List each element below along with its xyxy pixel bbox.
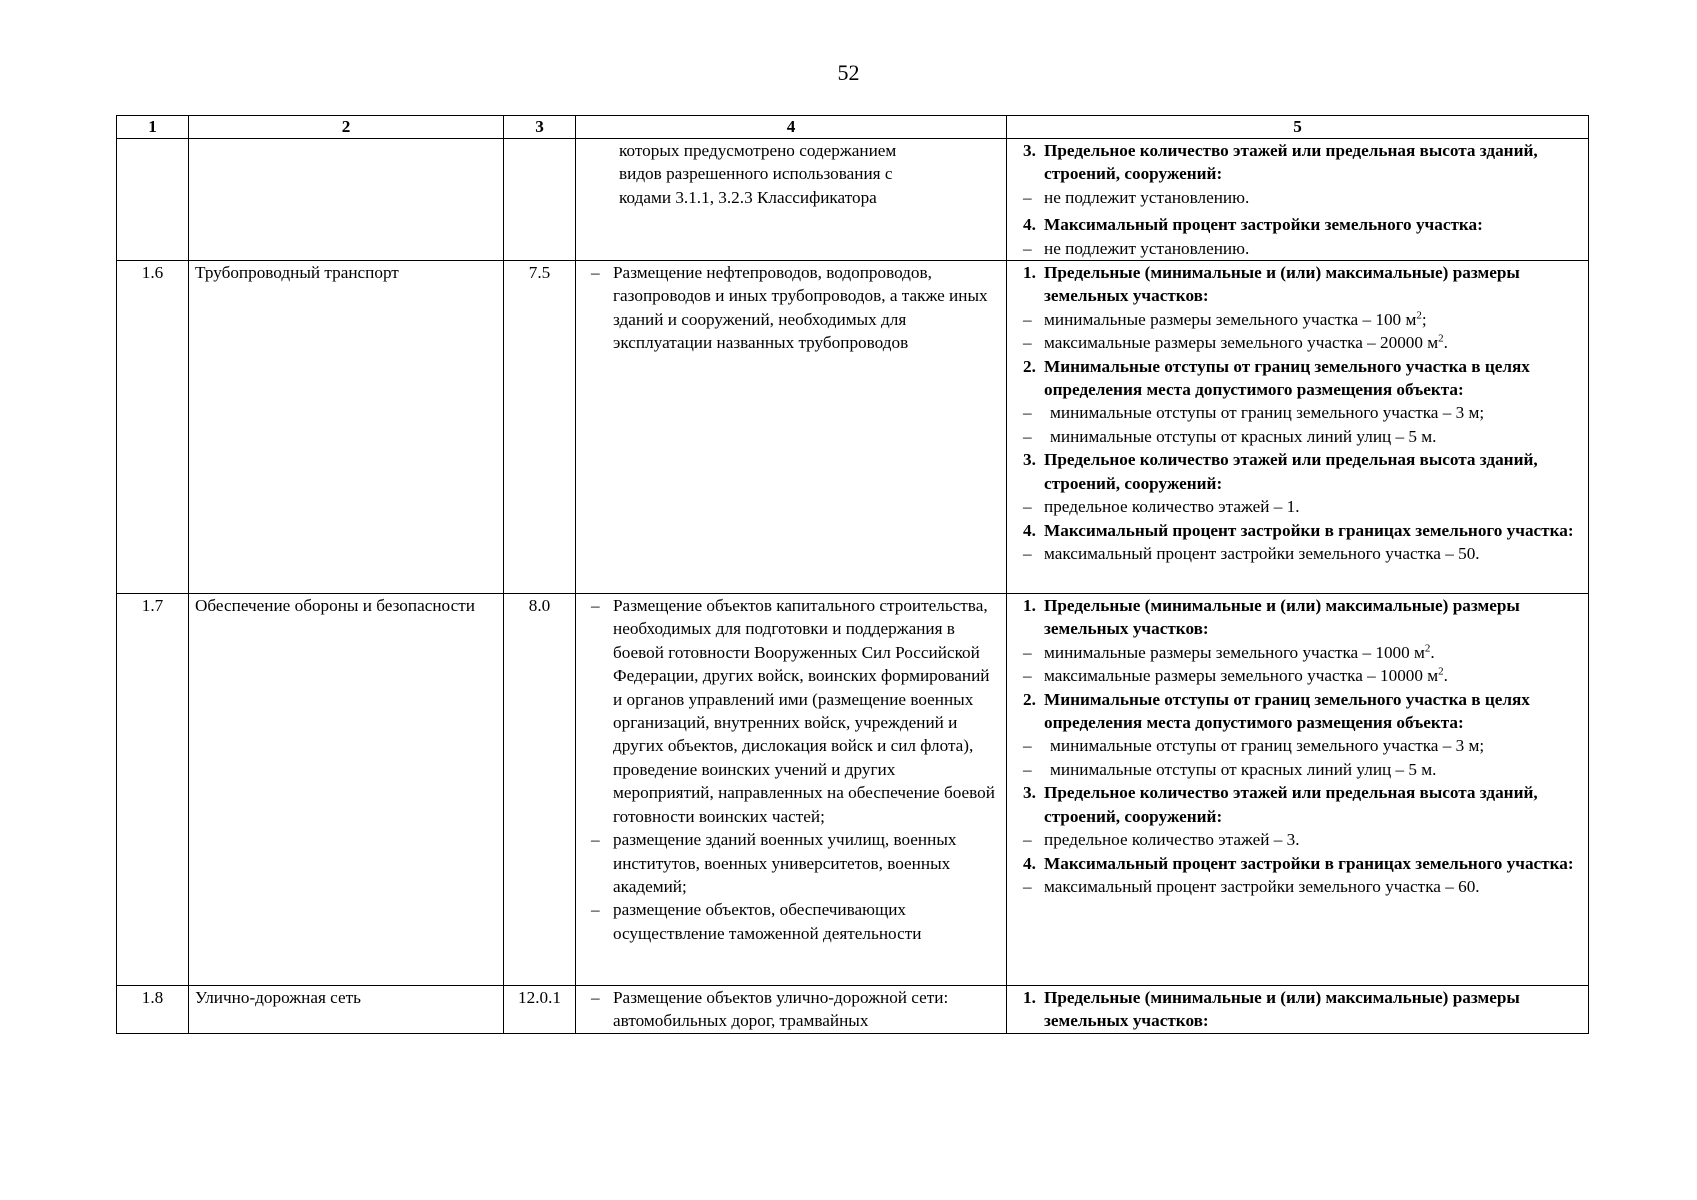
parameter-title: Максимальный процент застройки земельного участка:: [1044, 215, 1483, 235]
classifier-code-cell: 12.0.1: [504, 986, 576, 1034]
parameter-value-line: [1013, 542, 1582, 565]
parameter-number: 4.: [1023, 520, 1036, 540]
parameter-value-line: [1013, 828, 1582, 851]
description-item: [582, 261, 1000, 355]
dash-bullet: –: [1023, 187, 1032, 207]
parameter-title: Предельное количество этажей или предельная высота зданий, строений, сооружений:: [1044, 141, 1538, 184]
use-description-cell: [576, 261, 1007, 594]
parameter-value: не подлежит установлению.: [1044, 187, 1250, 207]
parameter-title: Предельное количество этажей или предельная высота зданий, строений, сооружений:: [1044, 450, 1538, 493]
dash-bullet: –: [1023, 830, 1032, 850]
parameter-heading: [1013, 213, 1582, 236]
parameter-value-line: [1013, 186, 1582, 209]
parameter-number: 1.: [1023, 263, 1036, 283]
description-line: которых предусмотрено содержанием: [619, 141, 897, 160]
parameter-value: максимальный процент застройки земельного участка – 60.: [1044, 876, 1480, 896]
description-item: [582, 898, 1000, 945]
parameter-heading: [1013, 594, 1582, 641]
use-description-cell: [576, 139, 1007, 261]
use-type-name-cell: [189, 139, 504, 261]
parameter-title: Предельное количество этажей или предельная высота зданий, строений, сооружений:: [1044, 783, 1538, 826]
parameter-title: Минимальные отступы от границ земельного участка в целях определения места допустимого размещения объекта:: [1044, 689, 1530, 733]
superscript: 2: [1438, 332, 1444, 345]
parameter-heading: [1013, 355, 1582, 402]
parameters-cell: [1007, 261, 1589, 594]
parameters-cell: [1007, 594, 1589, 986]
column-header: 3: [504, 116, 576, 139]
dash-bullet: –: [591, 830, 600, 850]
superscript: 2: [1416, 309, 1422, 322]
parameter-value: минимальные размеры земельного участка – 1000 $м^2$.: [1044, 642, 1435, 662]
description-item: [582, 986, 1000, 1033]
classifier-code-cell: 7.5: [504, 261, 576, 594]
parameter-heading: [1013, 852, 1582, 875]
parameter-value-line: [1013, 401, 1582, 424]
parameter-value-line: [1013, 664, 1582, 687]
column-header: 2: [189, 116, 504, 139]
table-row: [117, 261, 1589, 594]
parameter-value: предельное количество этажей – 1.: [1044, 497, 1300, 517]
land-use-regulations-table: [116, 115, 1589, 1034]
parameter-number: 4.: [1023, 853, 1036, 873]
column-header: 5: [1007, 116, 1589, 139]
page-number: 52: [837, 60, 860, 85]
dash-bullet: –: [591, 263, 600, 283]
column-header: 4: [576, 116, 1007, 139]
parameter-number: 3.: [1023, 141, 1036, 160]
parameter-value: минимальные отступы от красных линий улиц – 5 м.: [1050, 759, 1437, 779]
parameter-value-line: [1013, 237, 1582, 260]
parameter-value-line: [1013, 641, 1582, 664]
parameter-value: максимальные размеры земельного участка – 20000 $м^2$.: [1044, 332, 1448, 353]
parameter-value-line: [1013, 308, 1582, 331]
dash-bullet: –: [1023, 736, 1032, 756]
parameter-value-line: [1013, 425, 1582, 448]
superscript: 2: [1424, 642, 1431, 655]
parameter-number: 2.: [1023, 356, 1036, 376]
parameter-title: Предельные (минимальные и (или) максимальные) размеры земельных участков:: [1044, 263, 1520, 306]
use-description-cell: [576, 986, 1007, 1034]
parameter-value: не подлежит установлению.: [1044, 238, 1250, 258]
dash-bullet: –: [1023, 666, 1032, 686]
parameter-heading: [1013, 139, 1582, 186]
parameters-cell: [1007, 139, 1589, 261]
parameter-heading: [1013, 781, 1582, 828]
table-row: [117, 594, 1589, 986]
parameter-number: 2.: [1023, 689, 1036, 709]
parameter-value: предельное количество этажей – 3.: [1044, 830, 1300, 850]
row-number-cell: 1.7: [117, 594, 189, 986]
dash-bullet: –: [1023, 876, 1032, 896]
parameter-value-line: [1013, 331, 1582, 354]
dash-bullet: –: [591, 900, 600, 920]
parameter-heading: [1013, 519, 1582, 542]
column-header: 1: [117, 116, 189, 139]
dash-bullet: –: [1023, 759, 1032, 779]
dash-bullet: –: [1023, 333, 1032, 353]
description-item: [582, 828, 1000, 898]
parameter-number: 1.: [1023, 988, 1036, 1008]
table-header-row: [117, 116, 1589, 139]
dash-bullet: –: [591, 988, 600, 1008]
classifier-code-cell: [504, 139, 576, 261]
parameter-number: 3.: [1023, 450, 1036, 470]
description-line: видов разрешенного использования с: [619, 164, 893, 184]
parameter-number: 4.: [1023, 215, 1036, 235]
row-number-cell: [117, 139, 189, 261]
row-number-cell: 1.8: [117, 986, 189, 1034]
parameter-value-line: [1013, 495, 1582, 518]
parameter-title: Предельные (минимальные и (или) максимальные) размеры земельных участков:: [1044, 596, 1520, 639]
description-text: размещение объектов, обеспечивающих осуществление таможенной деятельности: [613, 900, 922, 943]
description-text: размещение зданий военных училищ, военных институтов, военных университетов, военных академий;: [613, 830, 957, 896]
dash-bullet: –: [1023, 497, 1032, 517]
dash-bullet: –: [1023, 426, 1032, 446]
parameters-cell: [1007, 986, 1589, 1034]
superscript: 2: [1438, 665, 1444, 678]
parameter-heading: [1013, 986, 1582, 1033]
description-line: кодами 3.1.1, 3.2.3 Классификатора: [619, 187, 877, 207]
description-text: Размещение объектов капитального строительства, необходимых для подготовки и поддержания в боевой готовности Вооруженных Сил Российской Федерации, других войск, воинских формирований и органов управлений ими (размещение военных организаций, внутренних войск, учреждений и других объектов, дислокация войск и сил флота), проведение воинских учений и других мероприятий, направленных на обеспечение боевой готовности воинских частей;: [613, 596, 995, 826]
parameter-title: Максимальный процент застройки в границах земельного участка:: [1044, 520, 1574, 540]
parameter-heading: [1013, 261, 1582, 308]
parameter-title: Минимальные отступы от границ земельного участка в целях определения места допустимого размещения объекта:: [1044, 356, 1530, 400]
parameter-value-line: [1013, 734, 1582, 757]
dash-bullet: –: [1023, 543, 1032, 563]
use-description-cell: [576, 594, 1007, 986]
parameter-value: минимальные отступы от красных линий улиц – 5 м.: [1050, 426, 1437, 446]
description-text: Размещение объектов улично-дорожной сети: автомобильных дорог, трамвайных: [613, 988, 949, 1031]
parameter-value: максимальные размеры земельного участка – 10000 $м^2$.: [1044, 665, 1448, 686]
parameter-title: Максимальный процент застройки в границах земельного участка:: [1044, 853, 1574, 873]
description-text: Размещение нефтепроводов, водопроводов, газопроводов и иных трубопроводов, а также иных зданий и сооружений, необходимых для эксплуатации названных трубопроводов: [613, 263, 988, 353]
dash-bullet: –: [1023, 642, 1032, 662]
parameter-value: минимальные отступы от границ земельного участка – 3 м;: [1050, 736, 1485, 756]
use-type-name-cell: Обеспечение обороны и безопасности: [189, 594, 504, 986]
description-item: [582, 594, 1000, 828]
parameter-value: минимальные отступы от границ земельного участка – 3 м;: [1050, 403, 1485, 423]
dash-bullet: –: [591, 596, 600, 616]
dash-bullet: –: [1023, 403, 1032, 423]
parameter-value: минимальные размеры земельного участка – 100 $м^2$;: [1044, 309, 1427, 329]
parameter-number: 3.: [1023, 783, 1036, 803]
parameter-heading: [1013, 688, 1582, 735]
classifier-code-cell: 8.0: [504, 594, 576, 986]
use-type-name-cell: Трубопроводный транспорт: [189, 261, 504, 594]
table-row: [117, 986, 1589, 1034]
parameter-number: 1.: [1023, 596, 1036, 616]
parameter-value-line: [1013, 758, 1582, 781]
parameter-heading: [1013, 448, 1582, 495]
table-row: [117, 139, 1589, 261]
parameter-value: максимальный процент застройки земельного участка – 50.: [1044, 543, 1480, 563]
row-number-cell: 1.6: [117, 261, 189, 594]
parameter-title: Предельные (минимальные и (или) максимальные) размеры земельных участков:: [1044, 988, 1520, 1031]
dash-bullet: –: [1023, 309, 1032, 329]
parameter-value-line: [1013, 875, 1582, 898]
use-type-name-cell: Улично-дорожная сеть: [189, 986, 504, 1034]
dash-bullet: –: [1023, 238, 1032, 258]
